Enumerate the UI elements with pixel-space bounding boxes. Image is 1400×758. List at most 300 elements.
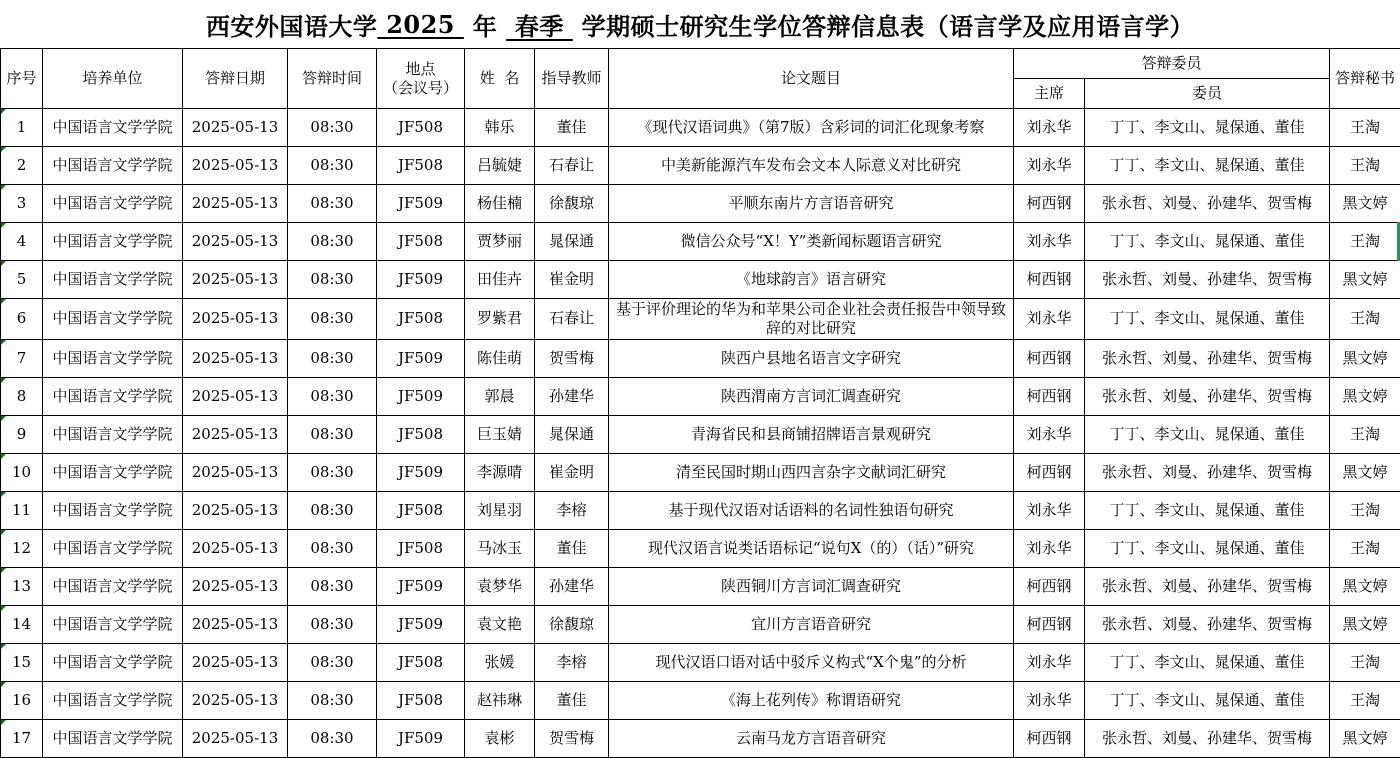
cell-thesis bbox=[609, 681, 1014, 719]
cell-secretary-text: 黑文婷 bbox=[1343, 463, 1388, 481]
cell-chair-text: 刘永华 bbox=[1026, 691, 1071, 709]
cell-thesis bbox=[609, 377, 1014, 415]
cell-unit bbox=[43, 529, 183, 567]
cell-time-text: 08:30 bbox=[310, 118, 353, 136]
cell-secretary-text: 王淘 bbox=[1350, 232, 1380, 250]
cell-thesis bbox=[609, 719, 1014, 757]
cell-secretary bbox=[1330, 261, 1400, 299]
cell-date bbox=[183, 529, 288, 567]
cell-location-text: JF508 bbox=[398, 118, 443, 136]
cell-advisor-text: 崔金明 bbox=[549, 463, 594, 481]
error-indicator-triangle-icon bbox=[1, 568, 6, 573]
cell-unit-text: 中国语言文学学院 bbox=[52, 729, 172, 747]
cell-location bbox=[377, 529, 465, 567]
cell-seq bbox=[1, 491, 43, 529]
cell-date-text: 2025-05-13 bbox=[192, 270, 278, 288]
table-row bbox=[1, 261, 1400, 299]
cell-seq bbox=[1, 261, 43, 299]
cell-unit bbox=[43, 147, 183, 185]
cell-date-text: 2025-05-13 bbox=[192, 691, 278, 709]
cell-members bbox=[1085, 261, 1330, 299]
cell-name-text: 张媛 bbox=[484, 653, 514, 671]
cell-time-text: 08:30 bbox=[310, 615, 353, 633]
error-indicator-triangle-icon bbox=[1, 109, 6, 114]
cell-members bbox=[1085, 643, 1330, 681]
cell-location-text: JF509 bbox=[398, 270, 443, 288]
cell-time-text: 08:30 bbox=[310, 729, 353, 747]
cell-chair-text: 刘永华 bbox=[1026, 156, 1071, 174]
cell-advisor bbox=[535, 415, 609, 453]
cell-unit bbox=[43, 185, 183, 223]
cell-thesis bbox=[609, 109, 1014, 147]
cell-name-text: 韩乐 bbox=[484, 118, 514, 136]
cell-members-text: 张永哲、刘曼、孙建华、贺雪梅 bbox=[1102, 349, 1312, 367]
error-indicator-triangle-icon bbox=[1, 378, 6, 383]
cell-name-text: 陈佳萌 bbox=[477, 349, 522, 367]
cell-secretary-text: 王淘 bbox=[1350, 309, 1380, 327]
cell-chair-text: 柯西钢 bbox=[1026, 615, 1071, 633]
cell-location bbox=[377, 223, 465, 261]
cell-name bbox=[465, 529, 535, 567]
cell-date-text: 2025-05-13 bbox=[192, 729, 278, 747]
cell-time-text: 08:30 bbox=[310, 309, 353, 327]
cell-seq-text: 12 bbox=[12, 539, 31, 557]
cell-chair bbox=[1014, 605, 1085, 643]
cell-unit bbox=[43, 377, 183, 415]
cell-secretary-text: 黑文婷 bbox=[1343, 577, 1388, 595]
cell-location-text: JF509 bbox=[398, 194, 443, 212]
cell-seq-text: 2 bbox=[17, 156, 27, 174]
cell-time-text: 08:30 bbox=[310, 463, 353, 481]
cell-location bbox=[377, 261, 465, 299]
cell-chair bbox=[1014, 261, 1085, 299]
cell-seq bbox=[1, 299, 43, 340]
cell-seq bbox=[1, 223, 43, 261]
cell-advisor-text: 李榕 bbox=[556, 501, 586, 519]
cell-date bbox=[183, 261, 288, 299]
cell-secretary-text: 王淘 bbox=[1350, 653, 1380, 671]
cell-time bbox=[288, 453, 377, 491]
cell-thesis bbox=[609, 529, 1014, 567]
cell-unit-text: 中国语言文学学院 bbox=[52, 615, 172, 633]
table-row bbox=[1, 147, 1400, 185]
cell-time-text: 08:30 bbox=[310, 194, 353, 212]
cell-unit bbox=[43, 415, 183, 453]
cell-time bbox=[288, 261, 377, 299]
cell-chair-text: 刘永华 bbox=[1026, 425, 1071, 443]
cell-date-text: 2025-05-13 bbox=[192, 156, 278, 174]
cell-seq-text: 7 bbox=[17, 349, 27, 367]
cell-members bbox=[1085, 223, 1330, 261]
cell-advisor-text: 徐馥琼 bbox=[549, 194, 594, 212]
cell-location bbox=[377, 453, 465, 491]
cell-name-text: 刘星羽 bbox=[477, 501, 522, 519]
cell-unit-text: 中国语言文学学院 bbox=[52, 349, 172, 367]
cell-advisor bbox=[535, 299, 609, 340]
cell-chair-text: 柯西钢 bbox=[1026, 387, 1071, 405]
cell-secretary-text: 王淘 bbox=[1350, 539, 1380, 557]
cell-unit-text: 中国语言文学学院 bbox=[52, 539, 172, 557]
cell-thesis-text: 宜川方言语音研究 bbox=[751, 615, 871, 634]
cell-name-text: 赵祎琳 bbox=[477, 691, 522, 709]
cell-name-text: 马冰玉 bbox=[477, 539, 522, 557]
cell-secretary-text: 黑文婷 bbox=[1343, 387, 1388, 405]
cell-location bbox=[377, 147, 465, 185]
cell-seq-text: 11 bbox=[12, 501, 31, 519]
cell-location-text: JF508 bbox=[398, 156, 443, 174]
cell-members-text: 张永哲、刘曼、孙建华、贺雪梅 bbox=[1102, 463, 1312, 481]
cell-thesis-text: 陕西户县地名语言文字研究 bbox=[721, 349, 901, 368]
cell-date-text: 2025-05-13 bbox=[192, 118, 278, 136]
cell-location bbox=[377, 605, 465, 643]
cell-location-text: JF509 bbox=[398, 615, 443, 633]
cell-secretary bbox=[1330, 605, 1400, 643]
cell-members bbox=[1085, 147, 1330, 185]
cell-date bbox=[183, 453, 288, 491]
cell-seq-text: 8 bbox=[17, 387, 27, 405]
cell-members bbox=[1085, 605, 1330, 643]
cell-seq-text: 13 bbox=[12, 577, 31, 595]
cell-secretary-text: 黑文婷 bbox=[1343, 270, 1388, 288]
cell-seq-text: 17 bbox=[12, 729, 31, 747]
error-indicator-triangle-icon bbox=[1, 261, 6, 266]
cell-unit bbox=[43, 109, 183, 147]
cell-time bbox=[288, 567, 377, 605]
cell-thesis-text: 陕西铜川方言词汇调查研究 bbox=[721, 577, 901, 596]
cell-advisor bbox=[535, 453, 609, 491]
cell-advisor bbox=[535, 147, 609, 185]
cell-name bbox=[465, 491, 535, 529]
cell-members bbox=[1085, 719, 1330, 757]
cell-location-text: JF509 bbox=[398, 387, 443, 405]
cell-time-text: 08:30 bbox=[310, 577, 353, 595]
cell-date bbox=[183, 719, 288, 757]
cell-seq bbox=[1, 567, 43, 605]
cell-advisor bbox=[535, 681, 609, 719]
cell-date bbox=[183, 109, 288, 147]
cell-members bbox=[1085, 377, 1330, 415]
cell-chair-text: 刘永华 bbox=[1026, 309, 1071, 327]
cell-seq bbox=[1, 147, 43, 185]
cell-location bbox=[377, 109, 465, 147]
cell-secretary bbox=[1330, 185, 1400, 223]
cell-unit-text: 中国语言文学学院 bbox=[52, 653, 172, 671]
cell-chair-text: 柯西钢 bbox=[1026, 194, 1071, 212]
cell-seq bbox=[1, 109, 43, 147]
table-row bbox=[1, 299, 1400, 340]
cell-location-text: JF508 bbox=[398, 309, 443, 327]
cell-unit bbox=[43, 567, 183, 605]
defense-info-table bbox=[0, 48, 1400, 758]
cell-time-text: 08:30 bbox=[310, 349, 353, 367]
table-row bbox=[1, 109, 1400, 147]
cell-name bbox=[465, 643, 535, 681]
cell-unit bbox=[43, 719, 183, 757]
cell-chair bbox=[1014, 453, 1085, 491]
cell-date bbox=[183, 147, 288, 185]
cell-time bbox=[288, 109, 377, 147]
cell-secretary bbox=[1330, 491, 1400, 529]
cell-secretary bbox=[1330, 299, 1400, 340]
cell-location-text: JF509 bbox=[398, 577, 443, 595]
table-row bbox=[1, 185, 1400, 223]
cell-advisor-text: 石春让 bbox=[549, 156, 594, 174]
cell-seq bbox=[1, 185, 43, 223]
cell-name-text: 田佳卉 bbox=[477, 270, 522, 288]
cell-name-text: 郭晨 bbox=[484, 387, 514, 405]
page-title bbox=[0, 0, 1400, 48]
cell-advisor-text: 徐馥琼 bbox=[549, 615, 594, 633]
cell-date-text: 2025-05-13 bbox=[192, 463, 278, 481]
cell-date bbox=[183, 223, 288, 261]
cell-secretary-text: 王淘 bbox=[1350, 118, 1380, 136]
cell-members bbox=[1085, 109, 1330, 147]
cell-thesis bbox=[609, 643, 1014, 681]
cell-chair-text: 柯西钢 bbox=[1026, 349, 1071, 367]
cell-name-text: 罗紫君 bbox=[477, 309, 522, 327]
header-location-line1: 地点 bbox=[379, 60, 462, 79]
cell-date bbox=[183, 567, 288, 605]
cell-secretary-text: 黑文婷 bbox=[1343, 729, 1388, 747]
header-location-line2: （会议号） bbox=[379, 79, 462, 98]
cell-advisor bbox=[535, 567, 609, 605]
cell-unit bbox=[43, 299, 183, 340]
cell-name-text: 杨佳楠 bbox=[477, 194, 522, 212]
cell-thesis bbox=[609, 567, 1014, 605]
cell-seq bbox=[1, 605, 43, 643]
cell-location bbox=[377, 567, 465, 605]
title-part1: 西安外国语大学 bbox=[206, 7, 378, 42]
error-indicator-triangle-icon bbox=[1, 147, 6, 152]
cell-location bbox=[377, 415, 465, 453]
cell-secretary bbox=[1330, 681, 1400, 719]
cell-unit-text: 中国语言文学学院 bbox=[52, 309, 172, 327]
cell-members-text: 丁丁、李文山、晁保通、董佳 bbox=[1110, 691, 1305, 709]
cell-time bbox=[288, 719, 377, 757]
cell-thesis-text: 现代汉语言说类话语标记“说句X（的）（话）”研究 bbox=[648, 539, 974, 558]
cell-unit-text: 中国语言文学学院 bbox=[52, 501, 172, 519]
cell-location-text: JF508 bbox=[398, 691, 443, 709]
cell-chair bbox=[1014, 415, 1085, 453]
cell-unit-text: 中国语言文学学院 bbox=[52, 577, 172, 595]
cell-members-text: 丁丁、李文山、晁保通、董佳 bbox=[1110, 232, 1305, 250]
error-indicator-triangle-icon bbox=[1, 340, 6, 345]
cell-name bbox=[465, 719, 535, 757]
cell-date bbox=[183, 491, 288, 529]
title-part2: 年 bbox=[464, 7, 506, 42]
cell-thesis bbox=[609, 453, 1014, 491]
table-row bbox=[1, 491, 1400, 529]
cell-members bbox=[1085, 453, 1330, 491]
cell-date-text: 2025-05-13 bbox=[192, 309, 278, 327]
cell-time-text: 08:30 bbox=[310, 425, 353, 443]
cell-name bbox=[465, 567, 535, 605]
cell-members bbox=[1085, 491, 1330, 529]
cell-name bbox=[465, 415, 535, 453]
cell-unit-text: 中国语言文学学院 bbox=[52, 425, 172, 443]
cell-secretary bbox=[1330, 377, 1400, 415]
cell-unit bbox=[43, 491, 183, 529]
header-time: 答辩时间 bbox=[288, 49, 377, 109]
cell-location bbox=[377, 491, 465, 529]
error-indicator-triangle-icon bbox=[1, 416, 6, 421]
cell-members bbox=[1085, 299, 1330, 340]
cell-date-text: 2025-05-13 bbox=[192, 232, 278, 250]
cell-location bbox=[377, 719, 465, 757]
cell-unit-text: 中国语言文学学院 bbox=[52, 270, 172, 288]
cell-thesis-text: 基于评价理论的华为和苹果公司企业社会责任报告中领导致辞的对比研究 bbox=[612, 300, 1010, 338]
cell-unit-text: 中国语言文学学院 bbox=[52, 387, 172, 405]
cell-thesis-text: 基于现代汉语对话语料的名词性独语句研究 bbox=[668, 501, 953, 520]
cell-chair-text: 刘永华 bbox=[1026, 232, 1071, 250]
cell-location-text: JF508 bbox=[398, 539, 443, 557]
cell-thesis-text: 平顺东南片方言语音研究 bbox=[728, 194, 893, 213]
cell-date-text: 2025-05-13 bbox=[192, 425, 278, 443]
cell-time bbox=[288, 377, 377, 415]
cell-members-text: 丁丁、李文山、晁保通、董佳 bbox=[1110, 653, 1305, 671]
header-name: 姓 名 bbox=[465, 49, 535, 109]
cell-chair bbox=[1014, 643, 1085, 681]
cell-date bbox=[183, 377, 288, 415]
cell-location-text: JF508 bbox=[398, 501, 443, 519]
cell-advisor-text: 孙建华 bbox=[549, 577, 594, 595]
title-year-underlined: 2025 bbox=[377, 10, 464, 39]
cell-date bbox=[183, 643, 288, 681]
cell-location-text: JF508 bbox=[398, 653, 443, 671]
cell-secretary bbox=[1330, 415, 1400, 453]
cell-unit-text: 中国语言文学学院 bbox=[52, 463, 172, 481]
cell-seq bbox=[1, 529, 43, 567]
cell-time-text: 08:30 bbox=[310, 270, 353, 288]
title-part3: 学期硕士研究生学位答辩信息表（语言学及应用语言学） bbox=[573, 7, 1194, 42]
cell-secretary bbox=[1330, 643, 1400, 681]
cell-advisor-text: 贺雪梅 bbox=[549, 729, 594, 747]
cell-seq-text: 16 bbox=[12, 691, 31, 709]
cell-advisor bbox=[535, 109, 609, 147]
cell-name bbox=[465, 453, 535, 491]
cell-secretary bbox=[1330, 529, 1400, 567]
error-indicator-triangle-icon bbox=[1, 492, 6, 497]
cell-advisor bbox=[535, 643, 609, 681]
cell-advisor-text: 孙建华 bbox=[549, 387, 594, 405]
cell-members-text: 丁丁、李文山、晁保通、董佳 bbox=[1110, 309, 1305, 327]
cell-thesis bbox=[609, 147, 1014, 185]
cell-unit-text: 中国语言文学学院 bbox=[52, 691, 172, 709]
cell-secretary bbox=[1330, 147, 1400, 185]
cell-seq-text: 4 bbox=[17, 232, 27, 250]
table-row bbox=[1, 719, 1400, 757]
cell-secretary bbox=[1330, 453, 1400, 491]
cell-thesis bbox=[609, 185, 1014, 223]
cell-thesis bbox=[609, 261, 1014, 299]
cell-advisor-text: 晁保通 bbox=[549, 232, 594, 250]
cell-secretary bbox=[1330, 719, 1400, 757]
cell-name bbox=[465, 377, 535, 415]
cell-chair-text: 柯西钢 bbox=[1026, 577, 1071, 595]
cell-time bbox=[288, 415, 377, 453]
cell-unit bbox=[43, 643, 183, 681]
cell-name bbox=[465, 147, 535, 185]
cell-secretary-text: 王淘 bbox=[1350, 425, 1380, 443]
cell-members bbox=[1085, 415, 1330, 453]
cell-time bbox=[288, 643, 377, 681]
cell-members bbox=[1085, 339, 1330, 377]
cell-members-text: 张永哲、刘曼、孙建华、贺雪梅 bbox=[1102, 729, 1312, 747]
cell-location bbox=[377, 339, 465, 377]
cell-thesis-text: 现代汉语口语对话中驳斥义构式“X个鬼”的分析 bbox=[655, 653, 966, 672]
cell-members-text: 张永哲、刘曼、孙建华、贺雪梅 bbox=[1102, 615, 1312, 633]
cell-members-text: 张永哲、刘曼、孙建华、贺雪梅 bbox=[1102, 270, 1312, 288]
table-row bbox=[1, 567, 1400, 605]
table-row bbox=[1, 339, 1400, 377]
cell-seq-text: 3 bbox=[17, 194, 27, 212]
error-indicator-triangle-icon bbox=[1, 682, 6, 687]
cell-chair bbox=[1014, 567, 1085, 605]
cell-chair bbox=[1014, 719, 1085, 757]
cell-date-text: 2025-05-13 bbox=[192, 539, 278, 557]
cell-thesis bbox=[609, 415, 1014, 453]
cell-secretary bbox=[1330, 223, 1400, 261]
cell-thesis bbox=[609, 299, 1014, 340]
cell-chair bbox=[1014, 109, 1085, 147]
cell-date-text: 2025-05-13 bbox=[192, 653, 278, 671]
cell-advisor-text: 董佳 bbox=[556, 691, 586, 709]
cell-name-text: 巨玉婧 bbox=[477, 425, 522, 443]
error-indicator-triangle-icon bbox=[1, 454, 6, 459]
cell-advisor bbox=[535, 491, 609, 529]
cell-date bbox=[183, 415, 288, 453]
table-row bbox=[1, 605, 1400, 643]
cell-time bbox=[288, 185, 377, 223]
cell-chair bbox=[1014, 529, 1085, 567]
cell-seq bbox=[1, 377, 43, 415]
cell-seq-text: 1 bbox=[17, 118, 27, 136]
cell-name-text: 李源晴 bbox=[477, 463, 522, 481]
header-seq: 序号 bbox=[1, 49, 43, 109]
cell-time bbox=[288, 529, 377, 567]
cell-thesis-text: 《现代汉语词典》（第7版）含彩词的词汇化现象考察 bbox=[637, 118, 984, 137]
cell-chair-text: 刘永华 bbox=[1026, 501, 1071, 519]
cell-name bbox=[465, 681, 535, 719]
cell-date-text: 2025-05-13 bbox=[192, 577, 278, 595]
cell-chair bbox=[1014, 339, 1085, 377]
error-indicator-triangle-icon bbox=[1, 720, 6, 725]
cell-seq bbox=[1, 681, 43, 719]
header-advisor: 指导教师 bbox=[535, 49, 609, 109]
cell-unit bbox=[43, 223, 183, 261]
cell-time-text: 08:30 bbox=[310, 501, 353, 519]
cell-name-text: 袁梦华 bbox=[477, 577, 522, 595]
cell-members-text: 丁丁、李文山、晁保通、董佳 bbox=[1110, 118, 1305, 136]
cell-seq-text: 10 bbox=[12, 463, 31, 481]
cell-name bbox=[465, 261, 535, 299]
cell-seq bbox=[1, 415, 43, 453]
cell-unit-text: 中国语言文学学院 bbox=[52, 194, 172, 212]
cell-time-text: 08:30 bbox=[310, 539, 353, 557]
cell-location-text: JF508 bbox=[398, 232, 443, 250]
table-row bbox=[1, 529, 1400, 567]
cell-time bbox=[288, 605, 377, 643]
cell-advisor-text: 崔金明 bbox=[549, 270, 594, 288]
cell-location bbox=[377, 299, 465, 340]
table-body bbox=[1, 109, 1400, 758]
error-indicator-triangle-icon bbox=[1, 530, 6, 535]
cell-thesis-text: 云南马龙方言语音研究 bbox=[736, 729, 886, 748]
table-row bbox=[1, 453, 1400, 491]
cell-advisor bbox=[535, 223, 609, 261]
cell-time bbox=[288, 339, 377, 377]
cell-unit bbox=[43, 605, 183, 643]
